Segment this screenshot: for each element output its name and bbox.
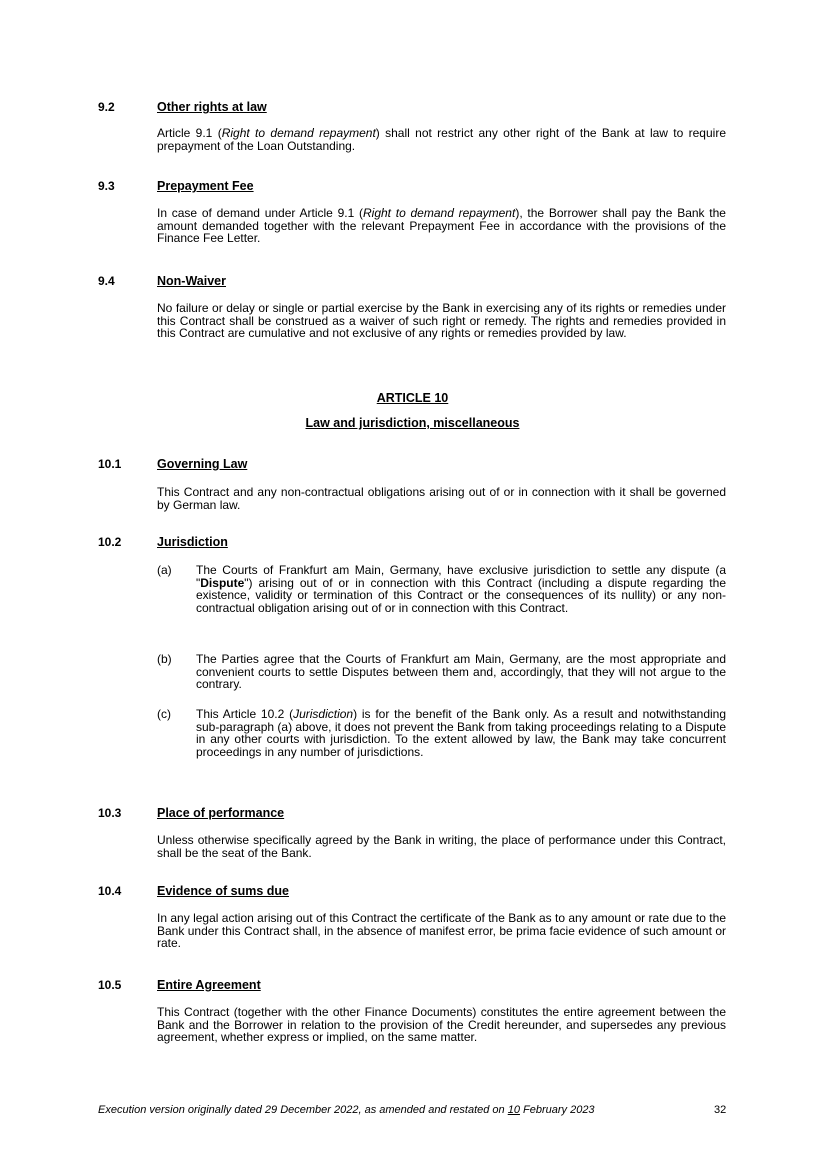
section-number: 10.5 bbox=[98, 978, 122, 992]
section-number: 10.1 bbox=[98, 457, 122, 471]
section-number: 10.2 bbox=[98, 535, 122, 549]
section-heading: Evidence of sums due bbox=[157, 884, 289, 898]
list-item-label: (a) bbox=[157, 563, 172, 577]
section-number: 9.4 bbox=[98, 274, 115, 288]
page-number: 32 bbox=[714, 1104, 727, 1116]
list-item-text: The Courts of Frankfurt am Main, Germany, have exclusive jurisdiction to settle any dispute (a "Dispute") arising out of or in connection with this Contract (including a dispute regarding the existence, validity or termination of this Contract or the consequences of its nullity) or any non-contractual obligation arising out of or in connection with this Contract. bbox=[196, 563, 726, 615]
section-heading: Entire Agreement bbox=[157, 978, 261, 992]
list-item-label: (c) bbox=[157, 707, 171, 721]
section-number: 9.2 bbox=[98, 100, 115, 114]
list-item-label: (b) bbox=[157, 652, 172, 666]
list-item-text: This Article 10.2 (Jurisdiction) is for the benefit of the Bank only. As a result and notwithstanding sub-paragraph (a) above, it does not prevent the Bank from taking proceedings relating to a Dispute in any other courts with jurisdiction. To the extent allowed by law, the Bank may take concurrent proceedings in any number of jurisdictions. bbox=[196, 707, 727, 759]
section-number: 9.3 bbox=[98, 179, 115, 193]
section-paragraph: No failure or delay or single or partial exercise by the Bank in exercising any of its rights or remedies under this Contract shall be construed as a waiver of such right or remedy. The rights and remedies provided in this Contract are cumulative and not exclusive of any rights or remedies provided by law. bbox=[157, 301, 726, 341]
section-heading: Governing Law bbox=[157, 457, 248, 471]
section-heading: Prepayment Fee bbox=[157, 179, 254, 193]
section-number: 10.3 bbox=[98, 806, 122, 820]
article-subtitle: Law and jurisdiction, miscellaneous bbox=[305, 416, 520, 430]
section-paragraph: This Contract and any non-contractual obligations arising out of or in connection with it shall be governed by German law. bbox=[157, 485, 726, 512]
section-heading: Other rights at law bbox=[157, 100, 267, 114]
section-heading: Non-Waiver bbox=[157, 274, 226, 288]
section-heading: Jurisdiction bbox=[157, 535, 228, 549]
section-paragraph: In any legal action arising out of this Contract the certificate of the Bank as to any amount or rate due to the Bank under this Contract shall, in the absence of manifest error, be prima facie evidence of such amount or rate. bbox=[157, 911, 726, 951]
article-title: ARTICLE 10 bbox=[376, 391, 449, 405]
footer-text: Execution version originally dated 29 December 2022, as amended and restated on 10 February 2023 bbox=[98, 1104, 595, 1116]
section-paragraph: This Contract (together with the other Finance Documents) constitutes the entire agreement between the Bank and the Borrower in relation to the provision of the Credit hereunder, and supersedes any previous agreement, whether express or implied, on the same matter. bbox=[157, 1005, 726, 1045]
section-paragraph: Article 9.1 (Right to demand repayment) shall not restrict any other right of the Bank at law to require prepayment of the Loan Outstanding. bbox=[157, 126, 726, 153]
section-paragraph: In case of demand under Article 9.1 (Right to demand repayment), the Borrower shall pay the Bank the amount demanded together with the relevant Prepayment Fee in accordance with the provisions of the Finance Fee Letter. bbox=[157, 206, 726, 246]
section-heading: Place of performance bbox=[157, 806, 285, 820]
section-paragraph: Unless otherwise specifically agreed by the Bank in writing, the place of performance under this Contract, shall be the seat of the Bank. bbox=[157, 833, 726, 860]
section-number: 10.4 bbox=[98, 884, 122, 898]
list-item-text: The Parties agree that the Courts of Frankfurt am Main, Germany, are the most appropriate and convenient courts to settle Disputes between them and, accordingly, that they will not argue to the contrary. bbox=[196, 652, 726, 692]
